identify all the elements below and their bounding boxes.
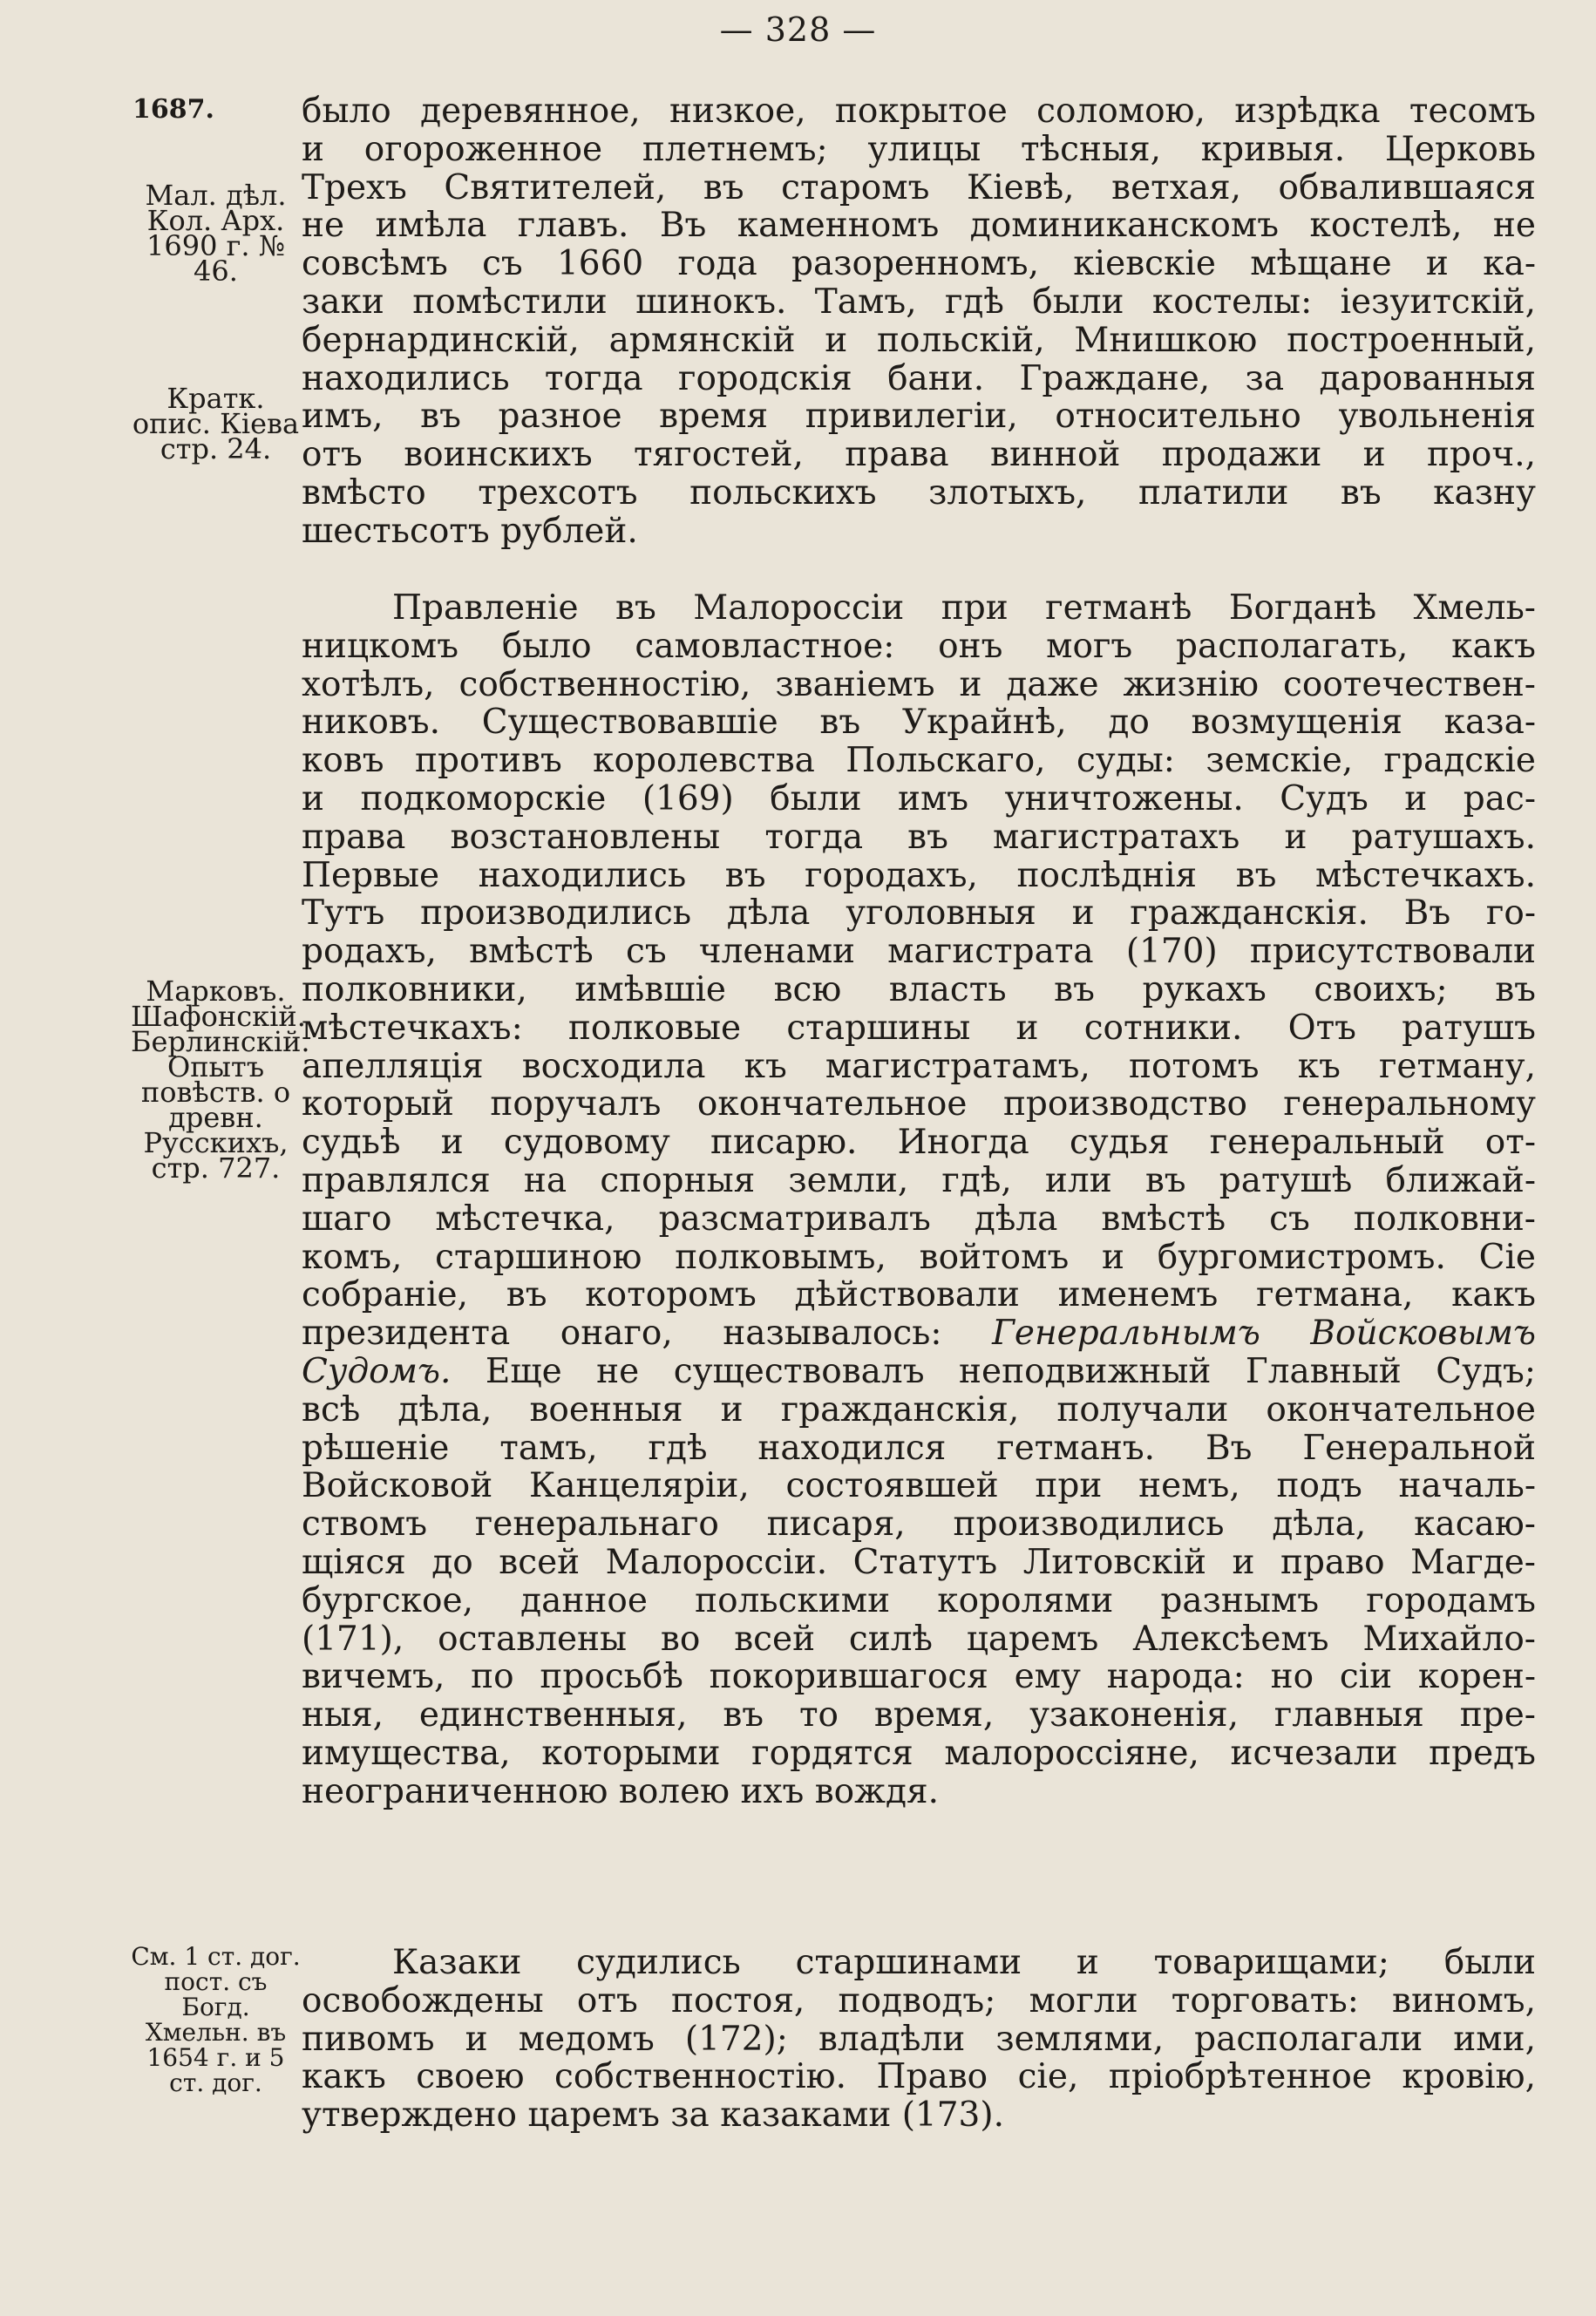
text-line: родахъ, вмѣстѣ съ членами магистрата (170) присутствовали — [302, 932, 1536, 972]
text-line: ныя, единственныя, въ то время, узаконенія, главныя пре- — [302, 1695, 1536, 1735]
text-line: отъ воинскихъ тягостей, права винной продажи и проч., — [302, 435, 1536, 475]
margin-note-archive: Мал. дѣл. Кол. Арх. 1690 г. № 46. — [145, 179, 287, 288]
paragraph-kiev — [302, 92, 1536, 551]
text-line: который поручалъ окончательное производство генеральному — [302, 1084, 1536, 1124]
text-line: полковники, имѣвшіе всю власть въ рукахъ своихъ; въ — [302, 969, 1536, 1009]
text-segment: Еще не существовалъ неподвижный Главный Судъ; — [485, 1351, 1536, 1391]
text-line: не имѣла главъ. Въ каменномъ доминиканскомъ костелѣ, не — [302, 206, 1536, 246]
text-line: права возстановлены тогда въ магистратахъ и ратушахъ. — [302, 817, 1536, 857]
text-line: Тутъ производились дѣла уголовныя и гражданскія. Въ го- — [302, 893, 1536, 934]
text-line: заки помѣстили шинокъ. Тамъ, гдѣ были костелы: іезуитскій, — [302, 282, 1536, 322]
text-line-with-italic — [302, 1314, 1536, 1353]
text-line: хотѣлъ, собственностію, званіемъ и даже жизнію соотечествен- — [302, 664, 1536, 704]
text-line: ствомъ генеральнаго писаря, производились дѣла, касаю- — [302, 1504, 1536, 1545]
text-line: шаго мѣстечка, разсматривалъ дѣла вмѣстѣ съ полковни- — [302, 1199, 1536, 1239]
text-line: имъ, въ разное время привилегіи, относительно увольненія — [302, 397, 1536, 437]
text-line: утверждено царемъ за казаками (173). — [302, 2095, 1004, 2136]
italic-term: Судомъ. — [302, 1351, 452, 1391]
text-line: было деревянное, низкое, покрытое соломою, изрѣдка тесомъ — [302, 92, 1536, 131]
text-line: имущества, которыми гордятся малороссіяне, исчезали предъ — [302, 1733, 1536, 1773]
text-line: правлялся на спорныя земли, гдѣ, или въ ратушѣ ближай- — [302, 1160, 1536, 1200]
margin-note-sources: Марковъ. Шафонскій. Берлинскій. Опытъ повѣств. о древн. Русскихъ, стр. 727. — [131, 975, 310, 1185]
text-line: мѣстечкахъ: полковые старшины и сотники. Отъ ратушъ — [302, 1008, 1536, 1048]
italic-term: Генеральнымъ Войсковымъ — [992, 1314, 1536, 1354]
text-line: совсѣмъ съ 1660 года разоренномъ, кіевскіе мѣщане и ка- — [302, 244, 1536, 284]
margin-note-kiev-description: Кратк. опис. Кіева стр. 24. — [132, 382, 300, 465]
text-line: и подкоморскіе (169) были имъ уничтожены. Судъ и рас- — [302, 778, 1536, 818]
margin-note-treaty: См. 1 ст. дог. пост. съ Богд. Хмельн. въ 1654 г. и 5 ст. дог. — [131, 1942, 301, 2097]
text-line: судьѣ и судовому писарю. Иногда судья генеральный от- — [302, 1123, 1536, 1163]
text-line: какъ своею собственностію. Право сіе, пріобрѣтенное кровію, — [302, 2057, 1536, 2097]
text-line: (171), оставлены во всей силѣ царемъ Алексѣемъ Михайло- — [302, 1619, 1536, 1659]
text-line: и огороженное плетнемъ; улицы тѣсныя, кривыя. Церковь — [302, 129, 1536, 169]
text-line-with-italic — [302, 1353, 1536, 1391]
text-line: всѣ дѣла, военныя и гражданскія, получали окончательное — [302, 1389, 1536, 1430]
text-line: вичемъ, по просьбѣ покорившагося ему народа: но сіи корен- — [302, 1657, 1536, 1697]
paragraph-government — [302, 589, 1536, 1811]
page-number: — 328 — — [719, 10, 877, 49]
text-line: рѣшеніе тамъ, гдѣ находился гетманъ. Въ Генеральной — [302, 1428, 1536, 1468]
text-line: вмѣсто трехсотъ польскихъ злотыхъ, платили въ казну — [302, 472, 1536, 513]
text-line: Войсковой Канцеляріи, состоявшей при немъ, подъ началь- — [302, 1466, 1536, 1506]
text-line: апелляція восходила къ магистратамъ, потомъ къ гетману, — [302, 1046, 1536, 1086]
text-line: ницкомъ было самовластное: онъ могъ располагать, какъ — [302, 626, 1536, 666]
text-segment: президента онаго, называлось: — [302, 1314, 942, 1354]
text-line: бернардинскій, армянскій и польскій, Мнишкою построенный, — [302, 320, 1536, 360]
text-line: Первые находились въ городахъ, послѣднія въ мѣстечкахъ. — [302, 855, 1536, 895]
text-line: Трехъ Святителей, въ старомъ Кіевѣ, ветхая, обвалившаяся — [302, 167, 1536, 207]
text-line: пивомъ и медомъ (172); владѣли землями, располагали ими, — [302, 2019, 1536, 2059]
text-line: щіяся до всей Малороссіи. Статутъ Литовскій и право Магде- — [302, 1542, 1536, 1582]
text-line: Казаки судились старшинами и товарищами; были — [392, 1943, 1536, 1982]
text-line: бургское, данное польскими королями разнымъ городамъ — [302, 1580, 1536, 1620]
text-line: освобождены отъ постоя, подводъ; могли торговать: виномъ, — [302, 1980, 1536, 2021]
text-line: ковъ противъ королевства Польскаго, суды: земскіе, градскіе — [302, 741, 1536, 781]
text-line: шестьсотъ рублей. — [302, 511, 638, 551]
text-line: никовъ. Существовавшіе въ Украйнѣ, до возмущенія каза- — [302, 703, 1536, 743]
paragraph-cossacks — [302, 1944, 1536, 2135]
text-line: Правленіе въ Малороссіи при гетманѣ Богданѣ Хмель- — [392, 588, 1536, 628]
text-line: комъ, старшиною полковымъ, войтомъ и бургомистромъ. Сіе — [302, 1237, 1536, 1277]
text-line: находились тогда городскія бани. Граждане, за дарованныя — [302, 358, 1536, 398]
year-marginal: 1687. — [132, 94, 214, 125]
text-line: неограниченною волею ихъ вождя. — [302, 1771, 940, 1811]
text-line: собраніе, въ которомъ дѣйствовали именемъ гетмана, какъ — [302, 1275, 1536, 1315]
